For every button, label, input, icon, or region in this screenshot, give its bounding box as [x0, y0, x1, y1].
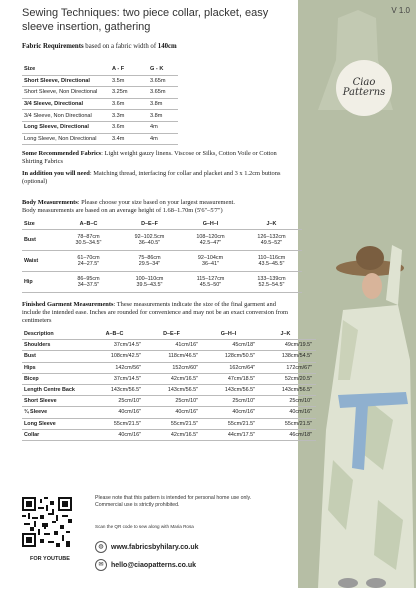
cell-cm: 92–104cm [197, 254, 224, 261]
cell-cm: 108–120cm [196, 233, 225, 240]
row-label: Long Sleeve, Directional [22, 121, 110, 133]
col-header-af: A - F [110, 64, 148, 75]
body-measurements-intro [22, 199, 292, 215]
row-label: Hip [22, 272, 58, 293]
cell-cm: 110–116cm [257, 254, 286, 261]
body-meas-text1: : Please choose your size based on your largest measurement. [77, 199, 235, 206]
col-header: J–K [241, 219, 302, 230]
finished-measurements-table [22, 329, 316, 441]
cell-in: 24–27.5" [77, 261, 100, 267]
row-label: Hips [22, 362, 88, 373]
col-header: G–H–I [180, 219, 241, 230]
table-row [22, 121, 178, 133]
cell: 143cm/56.5" [88, 384, 145, 395]
cell-in: 42.5–47" [199, 240, 222, 246]
row-label: Short Sleeve, Non Directional [22, 87, 110, 99]
recommended-heading: Some Recommended Fabrics [22, 150, 102, 157]
row-label: Short Sleeve [22, 396, 88, 407]
mail-icon: ✉ [95, 559, 107, 571]
col-header: D–E–F [119, 219, 180, 230]
col-header: A–B–C [88, 329, 145, 340]
table-row [22, 340, 316, 351]
cell: 118cm/46.5" [145, 351, 202, 362]
cell [180, 272, 241, 293]
cell: 3.3m [110, 110, 148, 122]
cell: 55cm/21.5" [88, 418, 145, 429]
email-text: hello@ciaopatterns.co.uk [111, 561, 197, 569]
cell: 4m [148, 121, 178, 133]
finished-measurements-intro [22, 301, 288, 325]
cell: 3.8m [148, 110, 178, 122]
cell: 55cm/21.5" [259, 418, 316, 429]
cell-in: 52.5–54.5" [258, 282, 285, 288]
table-row [22, 272, 302, 293]
table-header-row [22, 219, 302, 230]
cell [119, 272, 180, 293]
cell: 3.65m [148, 75, 178, 87]
row-label: Bicep [22, 373, 88, 384]
additional-needs [22, 170, 282, 186]
cell [180, 230, 241, 251]
table-row [22, 351, 316, 362]
also-need-text: : Matching thread, interfacing for collar and placket and 3 x 1.2cm buttons (optional) [22, 170, 281, 185]
cell: 47cm/18.5" [202, 373, 259, 384]
also-need-heading: In addition you will need [22, 170, 90, 177]
cell: 55cm/21.5" [202, 418, 259, 429]
body-meas-text2: Body measurements are based on an average height of 1.68–1.70m (5'6"–5'7") [22, 207, 223, 214]
row-label: Bust [22, 351, 88, 362]
cell: 162cm/64" [202, 362, 259, 373]
page-title: Sewing Techniques: two piece collar, placket, easy sleeve insertion, gathering [22, 7, 269, 33]
table-row [22, 429, 316, 440]
cell: 40cm/16" [145, 407, 202, 418]
row-label: Long Sleeve [22, 418, 88, 429]
row-label: Bust [22, 230, 58, 251]
finished-heading: Finished Garment Measurements [22, 301, 114, 308]
table-row [22, 373, 316, 384]
logo-line2: Patterns [342, 87, 386, 98]
cell: 3.4m [110, 133, 148, 145]
table-row [22, 98, 178, 110]
recommended-text: : Light weight gauzy linens. Viscose or Silks, Cotton Voile or Cotton Shirting Fabrics [22, 150, 277, 165]
cell: 25cm/10" [202, 396, 259, 407]
cell: 128cm/50.5" [202, 351, 259, 362]
table-row [22, 418, 316, 429]
cell: 3.25m [110, 87, 148, 99]
cell: 40cm/16" [88, 407, 145, 418]
cell: 142cm/56" [88, 362, 145, 373]
fabric-req-heading: Fabric Requirements [22, 43, 84, 50]
recommended-fabrics [22, 150, 282, 166]
row-label: ¾ Sleeve [22, 407, 88, 418]
cell: 25cm/10" [259, 396, 316, 407]
table-row [22, 407, 316, 418]
col-header: A–B–C [58, 219, 119, 230]
fabric-req-heading-line [22, 43, 177, 51]
cell-in: 34–37.5" [77, 282, 100, 288]
cell [241, 251, 302, 272]
cell-cm: 61–70cm [77, 254, 100, 261]
cell-cm: 115–127cm [196, 275, 225, 282]
website-text: www.fabricsbyhilary.co.uk [111, 543, 199, 551]
globe-icon: ◍ [95, 541, 107, 553]
cell [119, 230, 180, 251]
row-label: 3/4 Sleeve, Non Directional [22, 110, 110, 122]
cell-cm: 100–110cm [135, 275, 164, 282]
cell: 3.5m [110, 75, 148, 87]
col-header-gk: G - K [148, 64, 178, 75]
cell-cm: 75–86cm [138, 254, 161, 261]
col-header: Description [22, 329, 88, 340]
fabric-req-table [22, 64, 178, 145]
cell: 3.6m [110, 121, 148, 133]
cell: 42cm/16.5" [145, 429, 202, 440]
cell: 46cm/18" [259, 429, 316, 440]
cell: 44cm/17.5" [202, 429, 259, 440]
col-header: Size [22, 219, 58, 230]
cell: 108cm/42.5" [88, 351, 145, 362]
col-header: J–K [259, 329, 316, 340]
cell: 172cm/67" [259, 362, 316, 373]
row-label: Length Centre Back [22, 384, 88, 395]
col-header-size: Size [22, 64, 110, 75]
youtube-qr-code[interactable] [22, 497, 72, 547]
cell-cm: 86–95cm [77, 275, 100, 282]
row-label: Short Sleeve, Directional [22, 75, 110, 87]
table-row [22, 87, 178, 99]
cell: 42cm/16.5" [145, 373, 202, 384]
table-header-row [22, 329, 316, 340]
table-row [22, 75, 178, 87]
row-label: Long Sleeve, Non Directional [22, 133, 110, 145]
cell: 40cm/16" [88, 429, 145, 440]
qr-label: FOR YOUTUBE [30, 556, 70, 562]
cell-in: 43.5–45.5" [258, 261, 285, 267]
cell: 37cm/14.5" [88, 373, 145, 384]
cell: 25cm/10" [145, 396, 202, 407]
cell [58, 230, 119, 251]
cell: 41cm/16" [145, 340, 202, 351]
table-row [22, 230, 302, 251]
table-row [22, 110, 178, 122]
version-label: V 1.0 [391, 6, 410, 15]
cell-cm: 126–132cm [257, 233, 286, 240]
finished-text: : These measurements indicate the size of the final garment and include the intended ease. Inches are rounded for convenience and may not be an exact conversion from centimeters [22, 301, 288, 324]
row-label: 3/4 Sleeve, Directional [22, 98, 110, 110]
table-row [22, 396, 316, 407]
cell [241, 272, 302, 293]
table-row [22, 362, 316, 373]
cell [58, 251, 119, 272]
cell-in: 30.5–34.5" [75, 240, 102, 246]
cell [58, 272, 119, 293]
cell: 25cm/10" [88, 396, 145, 407]
table-row [22, 133, 178, 145]
fabric-req-note: based on a fabric width of [83, 43, 158, 50]
cell: 37cm/14.5" [88, 340, 145, 351]
website-link[interactable] [95, 541, 199, 553]
cell-cm: 92–102.5cm [134, 233, 165, 240]
cell: 49cm/19.5" [259, 340, 316, 351]
logo-line1: Ciao [352, 77, 376, 88]
usage-note: Please note that this pattern is intended for personal home use only. Commercial use is strictly prohibited. [95, 495, 252, 508]
cell [241, 230, 302, 251]
cell: 3.6m [110, 98, 148, 110]
body-meas-heading: Body Measurements [22, 199, 78, 206]
cell-cm: 133–139cm [257, 275, 286, 282]
fabric-width: 140cm [157, 43, 177, 50]
cell-in: 45.5–50" [199, 282, 222, 288]
cell: 143cm/56.5" [259, 384, 316, 395]
cell-in: 36–41" [202, 261, 219, 267]
row-label: Collar [22, 429, 88, 440]
cell: 3.8m [148, 98, 178, 110]
cell-in: 39.5–43.5" [136, 282, 163, 288]
cell-in: 29.5–34" [138, 261, 161, 267]
body-measurements-table [22, 219, 302, 293]
cell: 55cm/21.5" [145, 418, 202, 429]
scan-note: Scan the QR code to sew along with Maria Rosa [95, 524, 194, 529]
col-header: D–E–F [145, 329, 202, 340]
cell: 52cm/20.5" [259, 373, 316, 384]
table-row [22, 251, 302, 272]
cell: 3.65m [148, 87, 178, 99]
cell: 152cm/60" [145, 362, 202, 373]
cell [119, 251, 180, 272]
cell: 45cm/18" [202, 340, 259, 351]
cell-in: 36–40.5" [138, 240, 161, 246]
brand-logo [336, 60, 392, 116]
cell: 143cm/56.5" [202, 384, 259, 395]
table-header-row [22, 64, 178, 75]
cell-in: 49.5–52" [260, 240, 283, 246]
email-link[interactable] [95, 559, 196, 571]
col-header: G–H–I [202, 329, 259, 340]
row-label: Waist [22, 251, 58, 272]
row-label: Shoulders [22, 340, 88, 351]
cell: 143cm/56.5" [145, 384, 202, 395]
cell [180, 251, 241, 272]
cell: 40cm/16" [202, 407, 259, 418]
cell: 138cm/54.5" [259, 351, 316, 362]
cell-cm: 78–87cm [77, 233, 100, 240]
table-row [22, 384, 316, 395]
cell: 40cm/16" [259, 407, 316, 418]
cell: 4m [148, 133, 178, 145]
